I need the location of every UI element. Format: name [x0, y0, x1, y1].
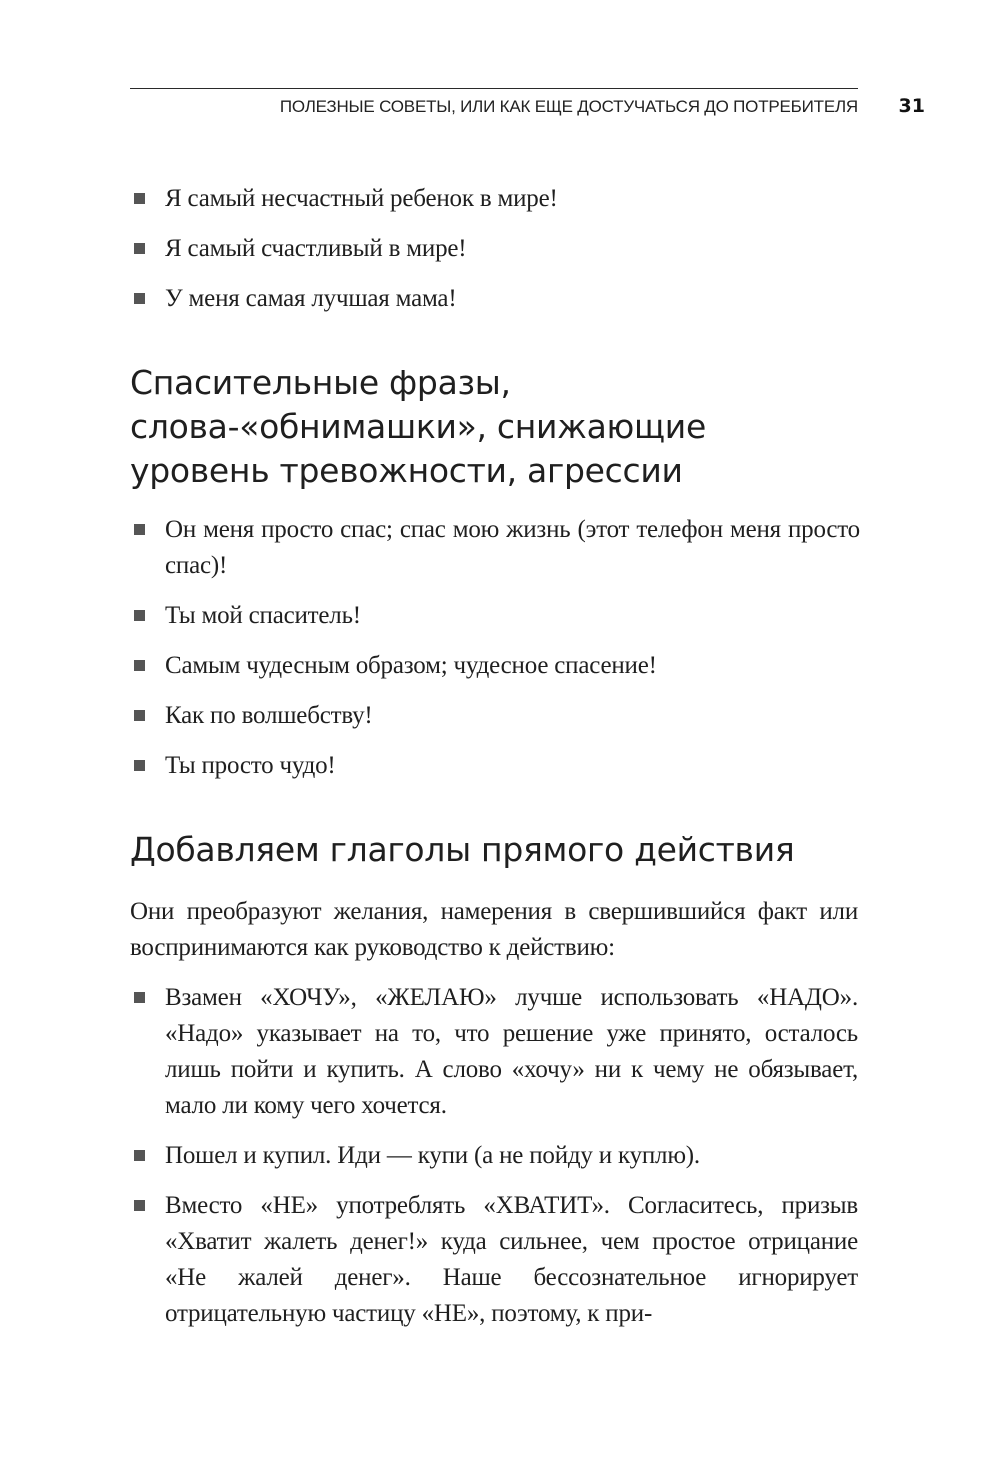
list-item: Взамен «ХОЧУ», «ЖЕЛАЮ» лучше использовать «НАДО». «Надо» указывает на то, что решение уже принято, осталось лишь пойти и купить. А слово «хочу» ни к чему не обязывает, мало ли кому чего хочется. — [130, 980, 858, 1124]
list-item: Пошел и купил. Иди — купи (а не пойду и куплю). — [130, 1138, 858, 1174]
intro-paragraph: Они преобразуют желания, намерения в свершившийся факт или воспринимаются как руководство к действию: — [130, 898, 858, 961]
page-number: 31 — [898, 95, 925, 117]
section-heading-verbs: Добавляем глаголы прямого действия — [130, 830, 795, 869]
bullet-square-icon — [134, 710, 145, 721]
phrases-list — [130, 512, 860, 784]
bullet-square-icon — [134, 760, 145, 771]
list-item: Я самый несчастный ребенок в мире! — [130, 181, 860, 217]
list-item: Ты просто чудо! — [130, 748, 860, 784]
section-heading-phrases: Спасительные фразы, слова-«обнимашки», снижающие уровень тревожности, агрессии — [130, 363, 706, 490]
list-item: Вместо «НЕ» употреблять «ХВАТИТ». Согласитесь, призыв «Хватит жалеть денег!» куда сильнее, чем простое отрицание «Не жалей денег». Наше бессознательное игнорирует отрицательную частицу «НЕ», поэтому, к при- — [130, 1188, 858, 1332]
list-item: Как по волшебству! — [130, 698, 860, 734]
bullet-square-icon — [134, 524, 145, 535]
top-list — [130, 181, 860, 317]
bullet-square-icon — [134, 293, 145, 304]
bullet-square-icon — [134, 992, 145, 1003]
bullet-square-icon — [134, 1150, 145, 1161]
bullet-square-icon — [134, 243, 145, 254]
list-item: Он меня просто спас; спас мою жизнь (этот телефон меня просто спас)! — [130, 512, 860, 584]
bullet-square-icon — [134, 610, 145, 621]
verbs-list — [130, 980, 858, 1332]
list-item: Самым чудесным образом; чудесное спасение! — [130, 648, 860, 684]
bullet-square-icon — [134, 193, 145, 204]
list-item: У меня самая лучшая мама! — [130, 281, 860, 317]
list-item: Ты мой спаситель! — [130, 598, 860, 634]
bullet-square-icon — [134, 1200, 145, 1211]
running-head: ПОЛЕЗНЫЕ СОВЕТЫ, ИЛИ КАК ЕЩЕ ДОСТУЧАТЬСЯ ДО ПОТРЕБИТЕЛЯ — [279, 97, 858, 116]
list-item: Я самый счастливый в мире! — [130, 231, 860, 267]
header-rule — [130, 88, 858, 89]
bullet-square-icon — [134, 660, 145, 671]
